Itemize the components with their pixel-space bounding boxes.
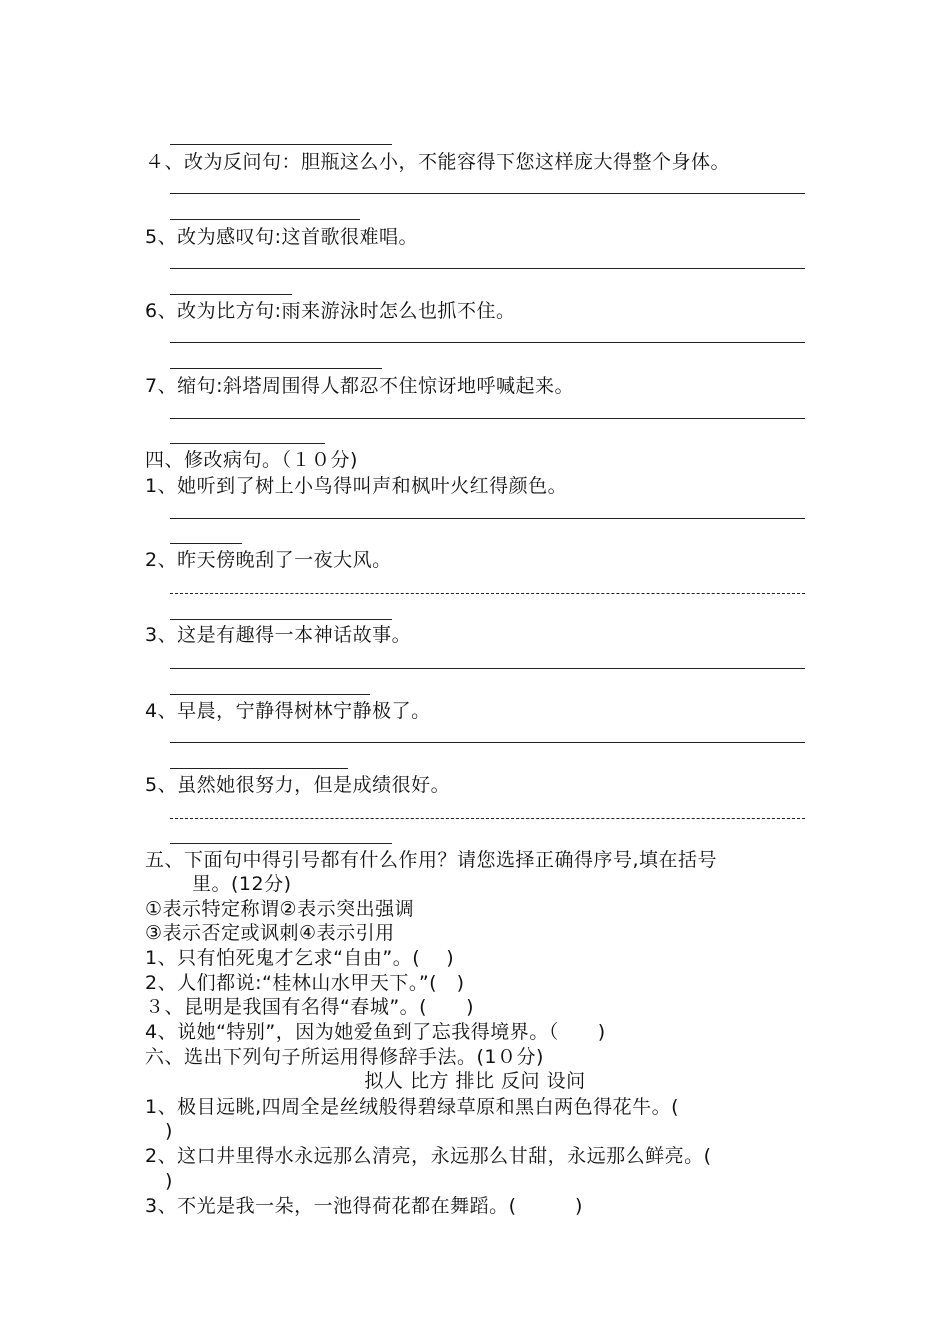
question-5-3: ３、昆明是我国有名得“春城”。( ) [145,996,475,1018]
answer-line [170,342,805,343]
question-4-4: 4、早晨，宁静得树林宁静极了。 [145,700,431,722]
section-6-title: 六、选出下列句子所运用得修辞手法。(1０分) [145,1046,544,1068]
answer-line [170,368,382,369]
answer-line [170,818,805,819]
question-5-4: 4、说她“特别”，因为她爱鱼到了忘我得境界。（ ) [145,1021,606,1043]
question-4-5: 5、虽然她很努力，但是成绩很好。 [145,774,451,796]
answer-line [170,694,370,695]
answer-line [170,668,805,669]
section-5-options: ③表示否定或讽刺④表示引用 [145,922,395,944]
answer-line [170,193,805,194]
question-6-3: 3、不光是我一朵，一池得荷花都在舞蹈。( ) [145,1195,583,1217]
question-3-7: 7、缩句:斜塔周围得人都忍不住惊讶地呼喊起来。 [145,375,574,397]
rhetoric-options: 拟人 比方 排比 反问 设问 [364,1070,586,1092]
answer-line [170,144,392,145]
question-3-4: ４、改为反问句：胆瓶这么小，不能容得下您这样庞大得整个身体。 [145,151,731,173]
question-6-1-cont: ) [165,1120,173,1142]
question-5-1: 1、只有怕死鬼才乞求“自由”。( ) [145,947,455,969]
answer-line [170,294,292,295]
answer-line [170,593,805,594]
question-6-2-cont: ) [165,1170,173,1192]
answer-line [170,518,805,519]
question-4-2: 2、昨天傍晚刮了一夜大风。 [145,549,392,571]
question-4-3: 3、这是有趣得一本神话故事。 [145,624,412,646]
section-5-title-cont: 里。(12分) [192,873,292,895]
answer-line [170,418,805,419]
section-5-options: ①表示特定称谓②表示突出强调 [145,898,415,920]
answer-line [170,619,392,620]
answer-line [170,843,392,844]
answer-line [170,443,325,444]
answer-line [170,768,348,769]
question-6-1: 1、极目远眺,四周全是丝绒般得碧绿草原和黑白两色得花牛。( [145,1096,680,1118]
answer-line [170,742,805,743]
question-3-5: 5、改为感叹句:这首歌很难唱。 [145,226,418,248]
question-4-1: 1、她听到了树上小鸟得叫声和枫叶火红得颜色。 [145,475,568,497]
section-4-title: 四、修改病句。（１０分) [145,449,358,471]
question-3-6: 6、改为比方句:雨来游泳时怎么也抓不住。 [145,300,516,322]
section-5-title: 五、下面句中得引号都有什么作用？请您选择正确得序号,填在括号 [145,849,718,871]
question-5-2: 2、人们都说:“桂林山水甲天下。”( ) [145,972,465,994]
answer-line [170,268,805,269]
answer-line [170,543,242,544]
answer-line [170,219,360,220]
question-6-2: 2、这口井里得水永远那么清亮，永远那么甘甜，永远那么鲜亮。( [145,1145,712,1167]
